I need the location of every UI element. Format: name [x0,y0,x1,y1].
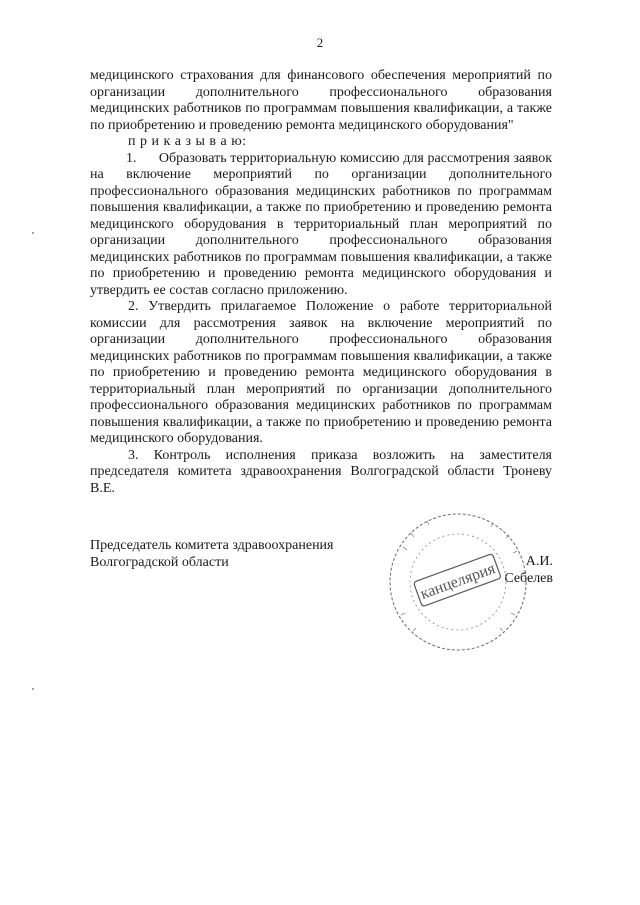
margin-mark [32,232,34,234]
intro-paragraph: медицинского страхования для финансового обеспечения мероприятий по организации дополнительного профессионального образования медицинских работников по программам повышения квалификации, а также по приобретению и проведению ремонта медицинского оборудования" [90,68,552,133]
signatory-position [90,538,334,571]
signatory-name: А.И. Себелев [504,554,553,586]
stamp-text: канцелярия [418,560,498,603]
paragraph-3: 3. Контроль исполнения приказа возложить на заместителя председателя комитета здравоохранения Волгоградской области Троневу В.Е. [90,447,552,496]
margin-mark [32,688,34,690]
page-number: 2 [316,35,324,50]
signatory-position-line1: Председатель комитета здравоохранения [90,538,334,553]
signatory-position-line2: Волгоградской области [90,554,229,570]
order-word: п р и к а з ы в а ю: [128,134,247,149]
paragraph-1: 1. Образовать территориальную комиссию для рассмотрения заявок на включение мероприятий по организации дополнительного профессионального образования медицинских работников по программам повышения квалификации, а также по приобретению и проведению ремонта медицинского оборудования в территориальный план мероприятий по организации дополнительного профессионального образования медицинских работников по программам повышения квалификации, а также по приобретению и проведению ремонта медицинского оборудования и утвердить ее состав согласно приложению. [90,150,552,298]
paragraph-2: 2. Утвердить прилагаемое Положение о работе территориальной комиссии для рассмотрения заявок на включение мероприятий по организации дополнительного профессионального образования медицинских работников по программам повышения квалификации, а также по приобретению и проведению ремонта медицинского оборудования в территориальный план мероприятий по организации дополнительного профессионального образования медицинских работников по программам повышения квалификации, а также по приобретению и проведению ремонта медицинского оборудования. [90,299,552,446]
office-stamp [383,507,533,657]
body-text [90,68,552,497]
